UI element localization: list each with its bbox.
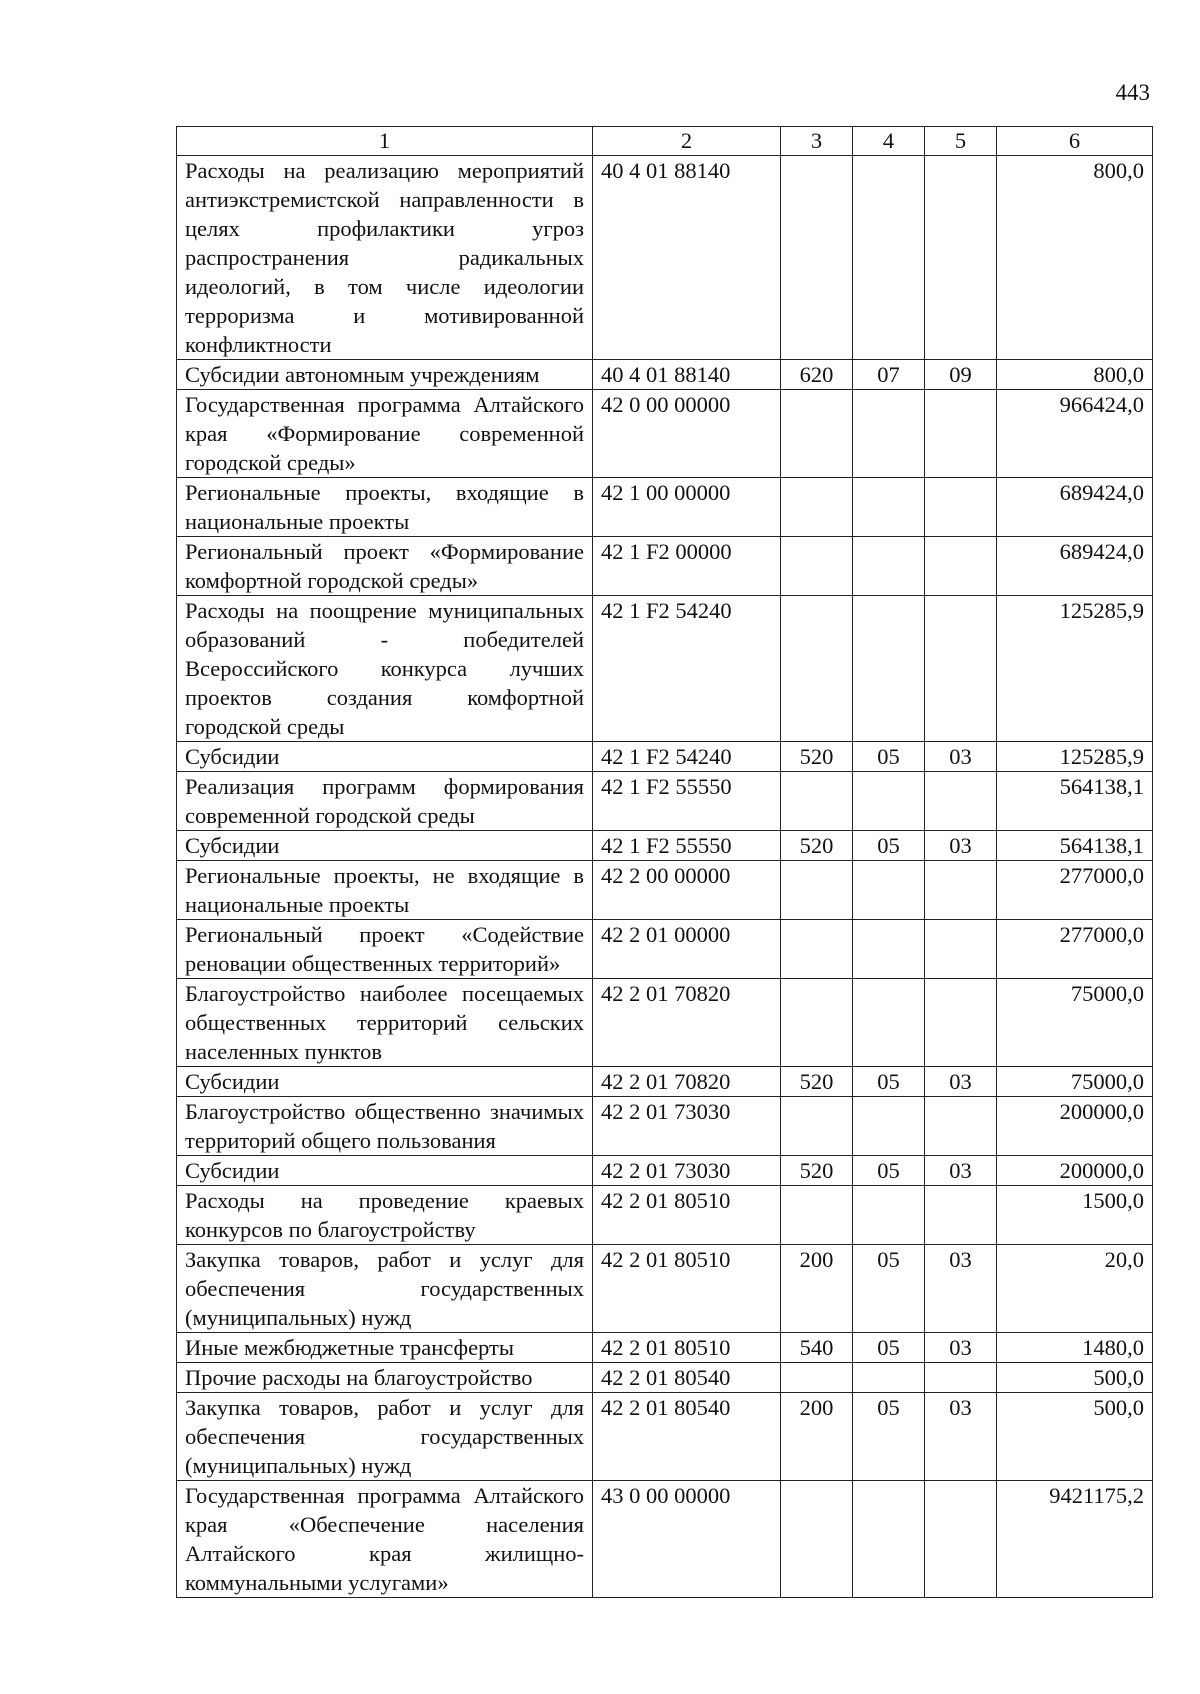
- row-col4: 05: [853, 1393, 925, 1481]
- row-name: Государственная программа Алтайского края «Обеспечение населения Алтайского края жилищно-коммунальными услугами»: [177, 1481, 593, 1598]
- row-name: Иные межбюджетные трансферты: [177, 1333, 593, 1363]
- row-name: Региональный проект «Содействие реновации общественных территорий»: [177, 920, 593, 979]
- row-sum: 689424,0: [997, 478, 1153, 537]
- row-col5: [925, 1186, 997, 1245]
- table-row: [177, 979, 1153, 1067]
- table-row: [177, 742, 1153, 772]
- row-col3: 620: [781, 360, 853, 390]
- row-col5: [925, 861, 997, 920]
- table-row: [177, 390, 1153, 478]
- row-code: 42 1 F2 55550: [593, 772, 781, 831]
- row-col3: 200: [781, 1393, 853, 1481]
- row-code: 42 2 01 80540: [593, 1393, 781, 1481]
- column-header-3: 3: [781, 127, 853, 156]
- row-col5: 03: [925, 1393, 997, 1481]
- row-sum: 564138,1: [997, 772, 1153, 831]
- budget-table: [176, 126, 1153, 1598]
- row-col4: [853, 979, 925, 1067]
- row-col5: 03: [925, 742, 997, 772]
- page-number: 443: [1115, 80, 1150, 105]
- row-name: Субсидии автономным учреждениям: [177, 360, 593, 390]
- row-name: Субсидии: [177, 1067, 593, 1097]
- row-name: Расходы на проведение краевых конкурсов по благоустройству: [177, 1186, 593, 1245]
- table-row: [177, 537, 1153, 596]
- row-sum: 966424,0: [997, 390, 1153, 478]
- table-row: [177, 861, 1153, 920]
- row-code: 40 4 01 88140: [593, 360, 781, 390]
- table-row: [177, 596, 1153, 742]
- table-row: [177, 831, 1153, 861]
- row-col3: 520: [781, 1156, 853, 1186]
- row-sum: 9421175,2: [997, 1481, 1153, 1598]
- row-col4: 05: [853, 742, 925, 772]
- row-col3: [781, 920, 853, 979]
- table-row: [177, 156, 1153, 360]
- row-code: 42 1 F2 00000: [593, 537, 781, 596]
- row-code: 42 2 00 00000: [593, 861, 781, 920]
- row-col3: [781, 1097, 853, 1156]
- column-header-4: 4: [853, 127, 925, 156]
- row-col5: 03: [925, 1156, 997, 1186]
- row-sum: 125285,9: [997, 742, 1153, 772]
- table-header-row: [177, 127, 1153, 156]
- row-col4: 05: [853, 1333, 925, 1363]
- row-col3: [781, 772, 853, 831]
- row-col3: 520: [781, 1067, 853, 1097]
- row-col4: [853, 537, 925, 596]
- row-code: 40 4 01 88140: [593, 156, 781, 360]
- row-col4: 05: [853, 1156, 925, 1186]
- row-col5: [925, 596, 997, 742]
- table-row: [177, 360, 1153, 390]
- row-col4: [853, 1481, 925, 1598]
- row-sum: 1480,0: [997, 1333, 1153, 1363]
- row-sum: 277000,0: [997, 861, 1153, 920]
- row-name: Субсидии: [177, 831, 593, 861]
- row-col5: 03: [925, 1333, 997, 1363]
- row-sum: 125285,9: [997, 596, 1153, 742]
- row-col3: [781, 596, 853, 742]
- row-col4: [853, 478, 925, 537]
- row-col3: 200: [781, 1245, 853, 1333]
- row-col3: [781, 390, 853, 478]
- row-col3: [781, 156, 853, 360]
- table-row: [177, 1333, 1153, 1363]
- row-name: Региональные проекты, входящие в национальные проекты: [177, 478, 593, 537]
- row-sum: 200000,0: [997, 1156, 1153, 1186]
- row-name: Государственная программа Алтайского края «Формирование современной городской среды»: [177, 390, 593, 478]
- row-col4: [853, 156, 925, 360]
- row-name: Закупка товаров, работ и услуг для обеспечения государственных (муниципальных) нужд: [177, 1245, 593, 1333]
- table-row: [177, 1393, 1153, 1481]
- row-col3: [781, 1363, 853, 1393]
- row-col3: 540: [781, 1333, 853, 1363]
- row-code: 42 2 01 70820: [593, 979, 781, 1067]
- row-sum: 500,0: [997, 1363, 1153, 1393]
- row-col3: 520: [781, 742, 853, 772]
- row-col4: 05: [853, 1245, 925, 1333]
- row-code: 42 1 F2 55550: [593, 831, 781, 861]
- table-row: [177, 1363, 1153, 1393]
- row-sum: 800,0: [997, 360, 1153, 390]
- row-col4: [853, 1186, 925, 1245]
- row-col5: [925, 390, 997, 478]
- row-sum: 75000,0: [997, 979, 1153, 1067]
- row-col5: 09: [925, 360, 997, 390]
- row-name: Региональные проекты, не входящие в национальные проекты: [177, 861, 593, 920]
- row-name: Реализация программ формирования современной городской среды: [177, 772, 593, 831]
- row-col3: [781, 979, 853, 1067]
- table-row: [177, 1097, 1153, 1156]
- row-col3: [781, 1186, 853, 1245]
- row-code: 43 0 00 00000: [593, 1481, 781, 1598]
- row-col5: 03: [925, 1245, 997, 1333]
- row-name: Расходы на поощрение муниципальных образований - победителей Всероссийского конкурса лучших проектов создания комфортной городской среды: [177, 596, 593, 742]
- row-col4: [853, 596, 925, 742]
- row-col5: [925, 478, 997, 537]
- row-col5: [925, 920, 997, 979]
- row-col5: [925, 1363, 997, 1393]
- row-code: 42 1 F2 54240: [593, 596, 781, 742]
- row-col4: [853, 772, 925, 831]
- row-col4: 05: [853, 1067, 925, 1097]
- row-col4: [853, 920, 925, 979]
- row-code: 42 2 01 00000: [593, 920, 781, 979]
- row-name: Благоустройство общественно значимых территорий общего пользования: [177, 1097, 593, 1156]
- row-name: Прочие расходы на благоустройство: [177, 1363, 593, 1393]
- column-header-5: 5: [925, 127, 997, 156]
- row-col4: [853, 1097, 925, 1156]
- row-col3: [781, 478, 853, 537]
- row-sum: 200000,0: [997, 1097, 1153, 1156]
- row-col5: 03: [925, 831, 997, 861]
- column-header-6: 6: [997, 127, 1153, 156]
- table-row: [177, 1186, 1153, 1245]
- row-col3: [781, 1481, 853, 1598]
- row-col4: 07: [853, 360, 925, 390]
- row-col5: [925, 156, 997, 360]
- row-sum: 500,0: [997, 1393, 1153, 1481]
- row-code: 42 2 01 73030: [593, 1097, 781, 1156]
- row-code: 42 2 01 80510: [593, 1333, 781, 1363]
- table-row: [177, 478, 1153, 537]
- row-sum: 20,0: [997, 1245, 1153, 1333]
- row-col5: [925, 979, 997, 1067]
- row-col3: [781, 861, 853, 920]
- table-row: [177, 1245, 1153, 1333]
- column-header-2: 2: [593, 127, 781, 156]
- row-col5: 03: [925, 1067, 997, 1097]
- column-header-1: 1: [177, 127, 593, 156]
- table-row: [177, 1067, 1153, 1097]
- row-name: Субсидии: [177, 742, 593, 772]
- row-col5: [925, 1481, 997, 1598]
- row-sum: 689424,0: [997, 537, 1153, 596]
- row-code: 42 1 00 00000: [593, 478, 781, 537]
- row-code: 42 2 01 80510: [593, 1186, 781, 1245]
- row-col5: [925, 772, 997, 831]
- row-sum: 277000,0: [997, 920, 1153, 979]
- row-name: Расходы на реализацию мероприятий антиэкстремистской направленности в целях профилактики угроз распространения радикальных идеологий, в том числе идеологии терроризма и мотивированной конфликтности: [177, 156, 593, 360]
- row-name: Благоустройство наиболее посещаемых общественных территорий сельских населенных пунктов: [177, 979, 593, 1067]
- row-col4: [853, 390, 925, 478]
- row-code: 42 2 01 80540: [593, 1363, 781, 1393]
- table-row: [177, 772, 1153, 831]
- row-code: 42 0 00 00000: [593, 390, 781, 478]
- row-name: Закупка товаров, работ и услуг для обеспечения государственных (муниципальных) нужд: [177, 1393, 593, 1481]
- row-col3: [781, 537, 853, 596]
- row-code: 42 2 01 80510: [593, 1245, 781, 1333]
- row-col4: [853, 1363, 925, 1393]
- row-code: 42 1 F2 54240: [593, 742, 781, 772]
- row-col5: [925, 537, 997, 596]
- table-row: [177, 1156, 1153, 1186]
- row-name: Субсидии: [177, 1156, 593, 1186]
- table-row: [177, 920, 1153, 979]
- row-col5: [925, 1097, 997, 1156]
- row-sum: 800,0: [997, 156, 1153, 360]
- row-sum: 564138,1: [997, 831, 1153, 861]
- row-col4: [853, 861, 925, 920]
- row-sum: 1500,0: [997, 1186, 1153, 1245]
- table-row: [177, 1481, 1153, 1598]
- row-name: Региональный проект «Формирование комфортной городской среды»: [177, 537, 593, 596]
- row-code: 42 2 01 73030: [593, 1156, 781, 1186]
- row-code: 42 2 01 70820: [593, 1067, 781, 1097]
- row-col4: 05: [853, 831, 925, 861]
- row-col3: 520: [781, 831, 853, 861]
- row-sum: 75000,0: [997, 1067, 1153, 1097]
